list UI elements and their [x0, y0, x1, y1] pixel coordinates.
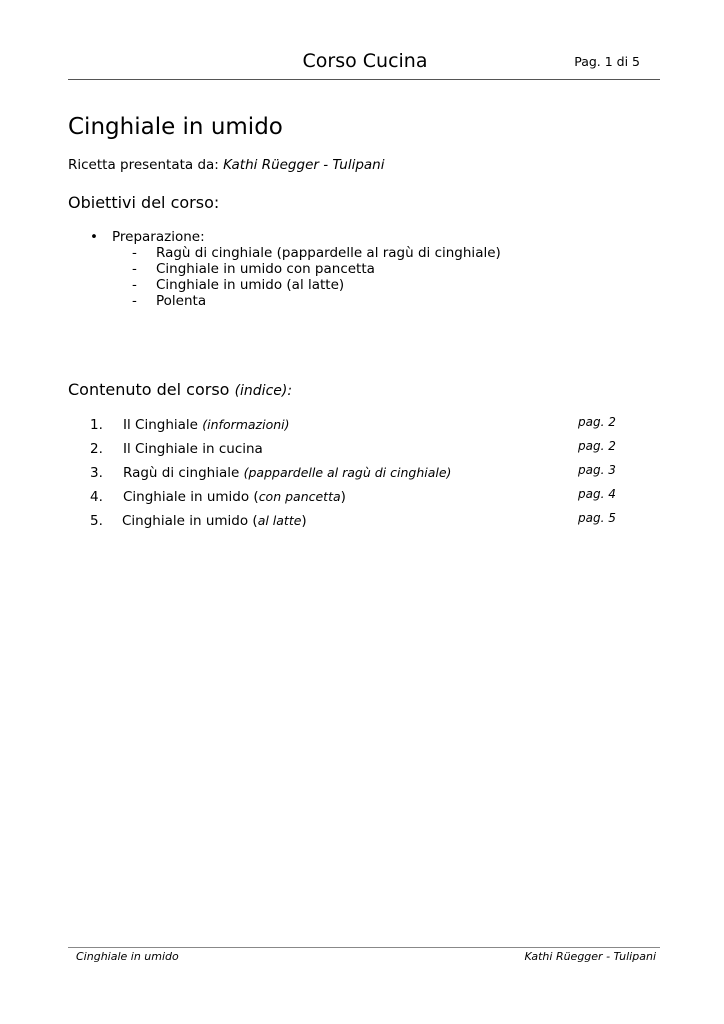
toc-page: pag. 3 [578, 463, 616, 477]
toc-page: pag. 2 [578, 439, 616, 453]
list-item: - Ragù di cinghiale (pappardelle al ragù di cinghiale) [132, 245, 501, 261]
page-number: Pag. 1 di 5 [574, 54, 640, 69]
document-title: Cinghiale in umido [68, 114, 283, 140]
list-item: - Cinghiale in umido (al latte) [132, 277, 345, 293]
bullet-icon: • [90, 229, 98, 245]
toc-item: 4. Cinghiale in umido (con pancetta) pag. 4 [90, 487, 616, 505]
footer-title: Cinghiale in umido [76, 950, 179, 963]
table-of-contents [90, 417, 620, 537]
footer-divider [68, 947, 660, 948]
objectives-list [132, 245, 501, 309]
header-divider [68, 79, 660, 80]
header-title: Corso Cucina [302, 50, 428, 72]
toc-page: pag. 4 [578, 487, 616, 501]
objectives-bullet [90, 229, 205, 245]
presenter-name: Kathi Rüegger - Tulipani [223, 157, 385, 173]
toc-page: pag. 2 [578, 415, 616, 429]
objectives-heading: Obiettivi del corso: [68, 193, 220, 212]
list-item: - Cinghiale in umido con pancetta [132, 261, 375, 277]
toc-item: 3. Ragù di cinghiale (pappardelle al ragù di cinghiale) pag. 3 [90, 463, 616, 481]
toc-item: 2. Il Cinghiale in cucina pag. 2 [90, 439, 616, 457]
presenter-label: Ricetta presentata da: [68, 157, 219, 173]
toc-item: 5. Cinghiale in umido (al latte) pag. 5 [90, 511, 616, 529]
bullet-label: Preparazione: [112, 229, 205, 245]
contents-heading: Contenuto del corso (indice): [68, 380, 293, 399]
toc-item: 1. Il Cinghiale (informazioni) pag. 2 [90, 415, 616, 433]
toc-page: pag. 5 [578, 511, 616, 525]
footer-author: Kathi Rüegger - Tulipani [524, 950, 656, 963]
presenter-line [68, 157, 384, 173]
list-item: - Polenta [132, 293, 207, 309]
